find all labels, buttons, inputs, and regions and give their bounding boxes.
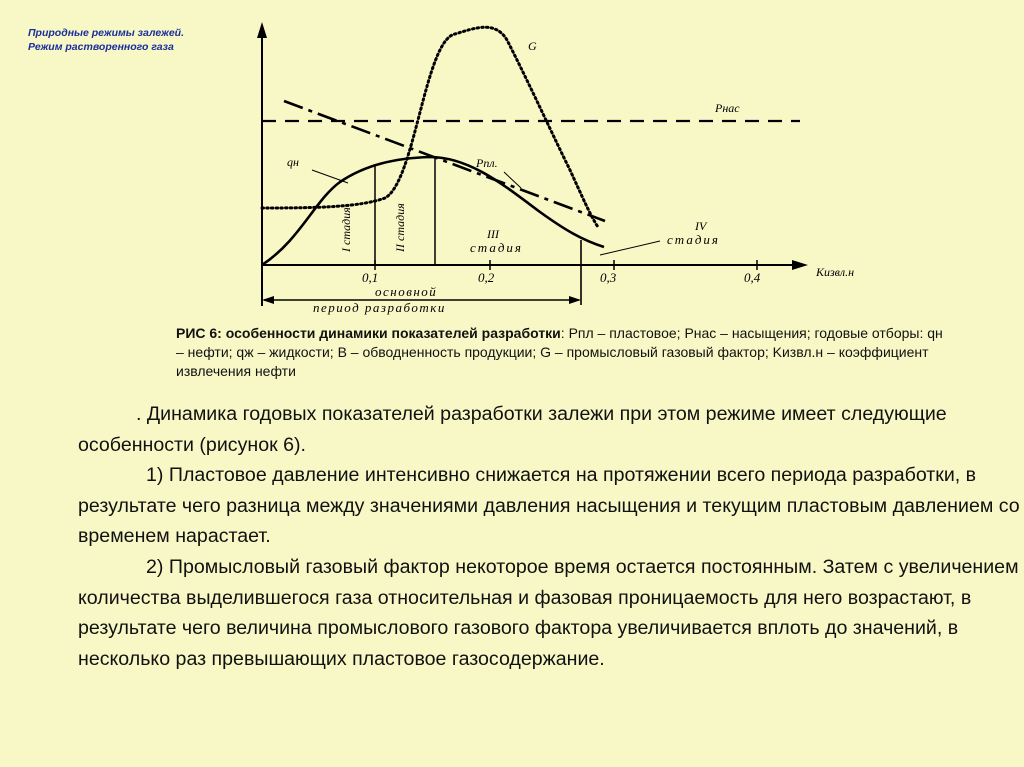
figure-caption	[176, 324, 952, 381]
body-text	[78, 399, 1024, 674]
period-label-line-1: основной	[375, 284, 438, 299]
stage-2-label: II стадия	[393, 203, 407, 252]
caption-title: РИС 6: особенности динамики показателей разработки	[176, 325, 561, 341]
development-dynamics-figure	[230, 14, 910, 319]
g-curve	[262, 27, 598, 227]
q-n-label: qн	[287, 155, 299, 169]
p-nas-label: Pнас	[715, 101, 740, 115]
caption-legend: : Pпл – пластовое; Pнас – насыщения; годовые отборы: qн – нефти; qж – жидкости; B – обводненность продукции; G – промысловый газовый фактор; Kизвл.н – коэффициент извлечения нефти	[176, 325, 943, 379]
q-n-curve	[262, 157, 604, 265]
y-axis-arrow	[257, 22, 267, 38]
body-paragraph-intro: . Динамика годовых показателей разработки залежи при этом режиме имеет следующие особенности (рисунок 6).	[78, 403, 947, 456]
tick-label-0-1: 0,1	[362, 270, 379, 285]
stage-4-number: IV	[695, 219, 707, 233]
header-line-1: Природные режимы залежей.	[28, 27, 184, 39]
slide-header	[28, 26, 184, 54]
x-axis-label: Kизвл.н	[816, 265, 855, 279]
header-line-2: Режим растворенного газа	[28, 41, 174, 53]
x-axis-arrow	[792, 260, 808, 270]
body-paragraph-2: 2) Промысловый газовый фактор некоторое время остается постоянным. Затем с увеличением количества выделившегося газа относительная и фазовая проницаемость для него возрастают, в результате чего величина промыслового газового фактора увеличивается вплоть до значений, в несколько раз превышающих пластовое газосодержание.	[78, 555, 1019, 670]
stage-4-word: стадия	[667, 232, 720, 247]
stage-3-number: III	[487, 227, 499, 241]
g-label: G	[528, 39, 537, 53]
tick-label-0-3: 0,3	[600, 270, 617, 285]
p-pl-line	[284, 101, 605, 221]
tick-label-0-2: 0,2	[478, 270, 495, 285]
stage-1-label: I стадия	[339, 207, 353, 252]
axes	[257, 22, 808, 306]
period-label-line-2: период разработки	[313, 300, 446, 315]
stage-3-word: стадия	[470, 240, 523, 255]
tick-label-0-4: 0,4	[744, 270, 761, 285]
p-pl-label: Pпл.	[476, 156, 498, 170]
body-paragraph-1: 1) Пластовое давление интенсивно снижается на протяжении всего периода разработки, в результате чего разница между значениями давления насыщения и текущим пластовым давлением со временем нарастает.	[78, 464, 1020, 548]
